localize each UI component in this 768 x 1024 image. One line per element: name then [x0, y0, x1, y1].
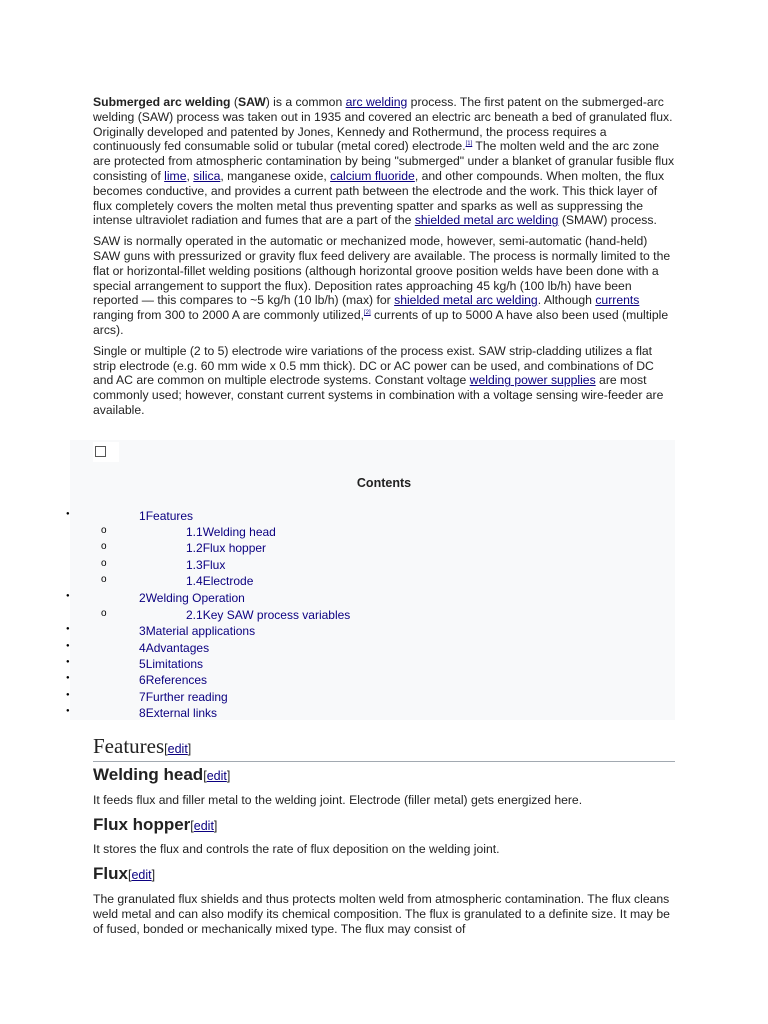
toc-bullet-circle: o — [101, 541, 107, 552]
text-run: SAW is normally operated in the automatic or mechanized mode, however, semi-automatic (hand-held) SAW guns with pressurized or gravity flux feed delivery are available. The process is normally limited to the flat or horizontal-fillet welding positions (although horizontal groove position welds have been done with a special arrangement to support the flux). Deposition rates approaching 45 kg/h (100 lb/h) have been reported — this compares to ~5 kg/h (10 lb/h) (max) for — [93, 234, 671, 308]
toc-number: 1.3 — [186, 558, 203, 572]
toc-item[interactable] — [139, 641, 209, 655]
toc-label: External links — [145, 706, 218, 720]
intro-paragraph: Submerged arc welding (SAW) is a common arc welding process. The first patent on the submerged-arc welding (SAW) process was taken out in 1935 and covered an electric arc beneath a bed of granulated flux. Originally developed and patented by Jones, Kennedy and Rothermund, the process requires a continuously fed consumable solid or tubular (metal cored) electrode.[1] The molten weld and the arc zone are protected from atmospheric contamination by being "submerged" under a blanket of granular fusible flux consisting of lime, silica, manganese oxide, calcium fluoride, and other compounds. When molten, the flux becomes conductive, and provides a current path between the electrode and the work. This thick layer of flux completely covers the molten metal thus preventing spatter and sparks as well as suppressing the intense ultraviolet radiation and fumes that are a part of the shielded metal arc welding (SMAW) process. — [93, 95, 675, 228]
toc-number: 1.2 — [186, 541, 203, 555]
toc-bullet-disc: ● — [66, 593, 70, 599]
edit-section: [edit] — [164, 742, 192, 756]
flux-hopper-text: It stores the flux and controls the rate of flux deposition on the welding joint. — [93, 842, 500, 856]
heading-welding-head — [93, 765, 230, 785]
edit-section: [edit] — [190, 819, 218, 833]
text-run: process. The first patent on the submerged-arc welding (SAW) process was taken out in 1935 and covered an electric arc beneath a bed of granulated flux. Originally developed and patented by Jones, Kennedy and Rothermund, the process requires a continuously fed consumable solid or tubular (metal cored) electrode. — [93, 95, 673, 154]
toc-label: Further reading — [145, 690, 228, 704]
toc-bullet-disc: ● — [66, 675, 70, 681]
bold-term: Submerged arc welding — [93, 95, 231, 109]
toc-number: 2.1 — [186, 608, 203, 622]
ref-1[interactable]: [1] — [465, 141, 473, 148]
toc-label: Welding Operation — [145, 591, 245, 605]
checkbox-icon[interactable] — [95, 446, 106, 457]
link-smaw[interactable]: shielded metal arc welding — [414, 213, 559, 228]
article-body — [93, 95, 675, 424]
toc-label: Material applications — [145, 624, 256, 638]
toc-bullet-circle: o — [101, 525, 107, 536]
toc-item[interactable] — [186, 608, 350, 622]
toc-bullet-disc: ● — [66, 511, 70, 517]
text-run: is a common — [269, 95, 346, 109]
toc-item[interactable] — [139, 706, 217, 720]
welding-head-text: It feeds flux and filler metal to the welding joint. Electrode (filler metal) gets energized here. — [93, 793, 583, 807]
edit-link-flux-hopper[interactable]: edit — [193, 819, 214, 833]
heading-text: Welding head — [93, 765, 204, 784]
toc-item[interactable] — [186, 541, 266, 555]
link-currents[interactable]: currents — [595, 293, 640, 308]
link-arc-welding[interactable]: arc welding — [345, 95, 408, 109]
toc-label: Limitations — [145, 657, 204, 671]
toc-label: Welding head — [202, 525, 276, 539]
text-run: (SMAW) process. — [558, 213, 657, 228]
link-lime[interactable]: lime — [164, 168, 187, 183]
toc-bullet-disc: ● — [66, 708, 70, 714]
toc-number: 4 — [139, 641, 146, 655]
text-run: , and other compounds. When molten, the flux becomes conductive, and provides a current path between the electrode and the work. This thick layer of flux completely covers the molten metal thus preventing spatter and sparks as well as suppressing the intense ultraviolet radiation and fumes that are a part of the — [93, 168, 665, 228]
toc-label: Flux hopper — [202, 541, 267, 555]
toc-bullet-disc: ● — [66, 643, 70, 649]
toc-number: 1.4 — [186, 574, 203, 588]
toc-number: 2 — [139, 591, 146, 605]
toc-bullet-disc: ● — [66, 626, 70, 632]
text-run: ranging from 300 to 2000 A are commonly utilized, — [93, 308, 364, 323]
link-welding-power-supplies[interactable]: welding power supplies — [469, 373, 596, 388]
toc-bullet-circle: o — [101, 558, 107, 569]
toc-number: 6 — [139, 673, 146, 687]
toc-item[interactable] — [186, 574, 253, 588]
toc-item[interactable] — [139, 657, 203, 671]
toc-label: Key SAW process variables — [202, 608, 351, 622]
toc-bullet-disc: ● — [66, 692, 70, 698]
toc-item[interactable] — [139, 509, 193, 523]
text-run: are most commonly used; however, constant current systems in combination with a voltage sensing wire-feeder are available. — [93, 373, 664, 417]
edit-link-welding-head[interactable]: edit — [206, 769, 227, 783]
toc-number: 5 — [139, 657, 146, 671]
text-run: , manganese oxide, — [220, 168, 331, 183]
text-run: currents of up to 5000 A have also been used (multiple arcs). — [93, 308, 669, 337]
heading-flux — [93, 864, 155, 884]
toc-item[interactable] — [186, 525, 276, 539]
edit-section: [edit] — [127, 868, 156, 882]
heading-flux-hopper — [93, 815, 217, 835]
text-run: The molten weld and the arc zone are protected from atmospheric contamination by being "submerged" under a blanket of granular fusible flux consisting of — [93, 139, 675, 183]
toc-bullet-circle: o — [101, 608, 107, 619]
edit-link-flux[interactable]: edit — [131, 868, 152, 882]
edit-link-features[interactable]: edit — [167, 742, 188, 756]
heading-text: Flux hopper — [93, 815, 191, 834]
toc-item[interactable] — [186, 558, 225, 572]
toc-number: 7 — [139, 690, 146, 704]
toc-item[interactable] — [139, 624, 255, 638]
toc-bullet-disc: ● — [66, 659, 70, 665]
toc-number: 8 — [139, 706, 146, 720]
link-calcium-fluoride[interactable]: calcium fluoride — [330, 168, 415, 183]
heading-features — [93, 734, 675, 762]
ref-2[interactable]: [2] — [364, 310, 371, 317]
toc-number: 1.1 — [186, 525, 203, 539]
toc-bullet-circle: o — [101, 574, 107, 585]
toc-number: 1 — [139, 509, 146, 523]
toc-label: References — [145, 673, 208, 687]
flux-text: The granulated flux shields and thus protects molten weld from atmospheric contamination. The flux cleans weld metal and can also modify its chemical composition. The flux is granulated to a definite size. It may be of fused, bonded or mechanically mixed type. The flux may consist of — [93, 892, 670, 936]
toc-item[interactable] — [139, 690, 228, 704]
operation-paragraph — [93, 234, 675, 338]
toc-label: Advantages — [145, 641, 210, 655]
link-silica[interactable]: silica — [193, 168, 221, 183]
edit-section: [edit] — [203, 769, 231, 783]
link-smaw-2[interactable]: shielded metal arc welding — [394, 293, 538, 308]
toc-label: Flux — [202, 558, 226, 572]
heading-text: Flux — [93, 864, 128, 883]
toc-title: Contents — [356, 476, 412, 490]
abbr: SAW — [237, 95, 266, 109]
toc-item[interactable] — [139, 591, 245, 605]
toc-item[interactable] — [139, 673, 207, 687]
toc-label: Features — [145, 509, 194, 523]
toc-number: 3 — [139, 624, 146, 638]
electrode-paragraph — [93, 344, 675, 418]
heading-text: Features — [93, 734, 165, 758]
text-run: . Although — [537, 293, 596, 308]
text-run: Single or multiple (2 to 5) electrode wire variations of the process exist. SAW strip-cladding utilizes a flat strip electrode (e.g. 60 mm wide x 0.5 mm thick). DC or AC power can be used, and combinations of DC and AC are common on multiple electrode systems. Constant voltage — [93, 343, 654, 388]
toc-toggle[interactable] — [93, 442, 119, 462]
toc-label: Electrode — [202, 574, 254, 588]
